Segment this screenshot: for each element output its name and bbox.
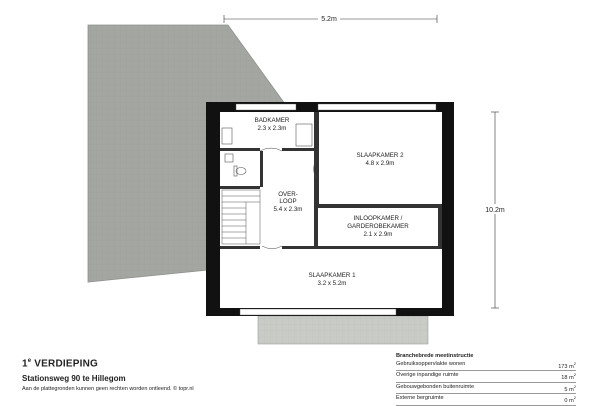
address: Stationsweg 90 te Hillegom xyxy=(22,374,126,384)
window xyxy=(236,104,296,110)
measurement-row: Overige inpandige ruimte 18 $m^2$ xyxy=(396,372,576,382)
measurement-table xyxy=(396,353,576,406)
svg-text:SLAAPKAMER 1: SLAAPKAMER 1 xyxy=(308,272,356,279)
svg-text:SLAAPKAMER 2: SLAAPKAMER 2 xyxy=(356,152,404,159)
svg-text:4.8 x 2.9m: 4.8 x 2.9m xyxy=(365,160,395,167)
window xyxy=(240,309,396,315)
plan-caption xyxy=(22,358,352,392)
disclaimer: Aan de plattegronden kunnen geen rechten worden ontleend. © topr.nl xyxy=(22,386,194,393)
window xyxy=(318,104,436,110)
measurement-row: Externe bergruimte 0 $m^2$ xyxy=(396,395,576,405)
svg-text:2.1 x 2.9m: 2.1 x 2.9m xyxy=(363,231,393,238)
svg-text:BADKAMER: BADKAMER xyxy=(254,117,290,124)
floor-title: 1e VERDIEPING xyxy=(22,358,98,370)
dimension-height xyxy=(484,112,506,308)
measurement-row: Gebouwgebonden buitenruimte 5 $m^2$ xyxy=(396,383,576,393)
svg-text:2.3 x 2.3m: 2.3 x 2.3m xyxy=(257,125,287,132)
svg-text:5.2m: 5.2m xyxy=(321,16,337,23)
room-label-badkamer xyxy=(255,117,290,132)
svg-text:10.2m: 10.2m xyxy=(485,207,505,214)
svg-text:5.4 x 2.3m: 5.4 x 2.3m xyxy=(273,206,303,213)
dimension-width xyxy=(224,13,437,23)
svg-text:3.2 x 5.2m: 3.2 x 5.2m xyxy=(317,280,347,287)
svg-text:INLOOPKAMER /: INLOOPKAMER / xyxy=(353,215,403,222)
svg-text:LOOP: LOOP xyxy=(279,198,297,205)
measurement-title: Branchebrede meetinstructie xyxy=(396,353,474,359)
measurement-row: Gebruiksoppervlakte wonen 173 $m^2$ xyxy=(396,360,576,370)
svg-text:OVER-: OVER- xyxy=(278,191,298,198)
svg-text:GARDEROBEKAMER: GARDEROBEKAMER xyxy=(347,223,409,230)
balcony xyxy=(258,316,428,344)
